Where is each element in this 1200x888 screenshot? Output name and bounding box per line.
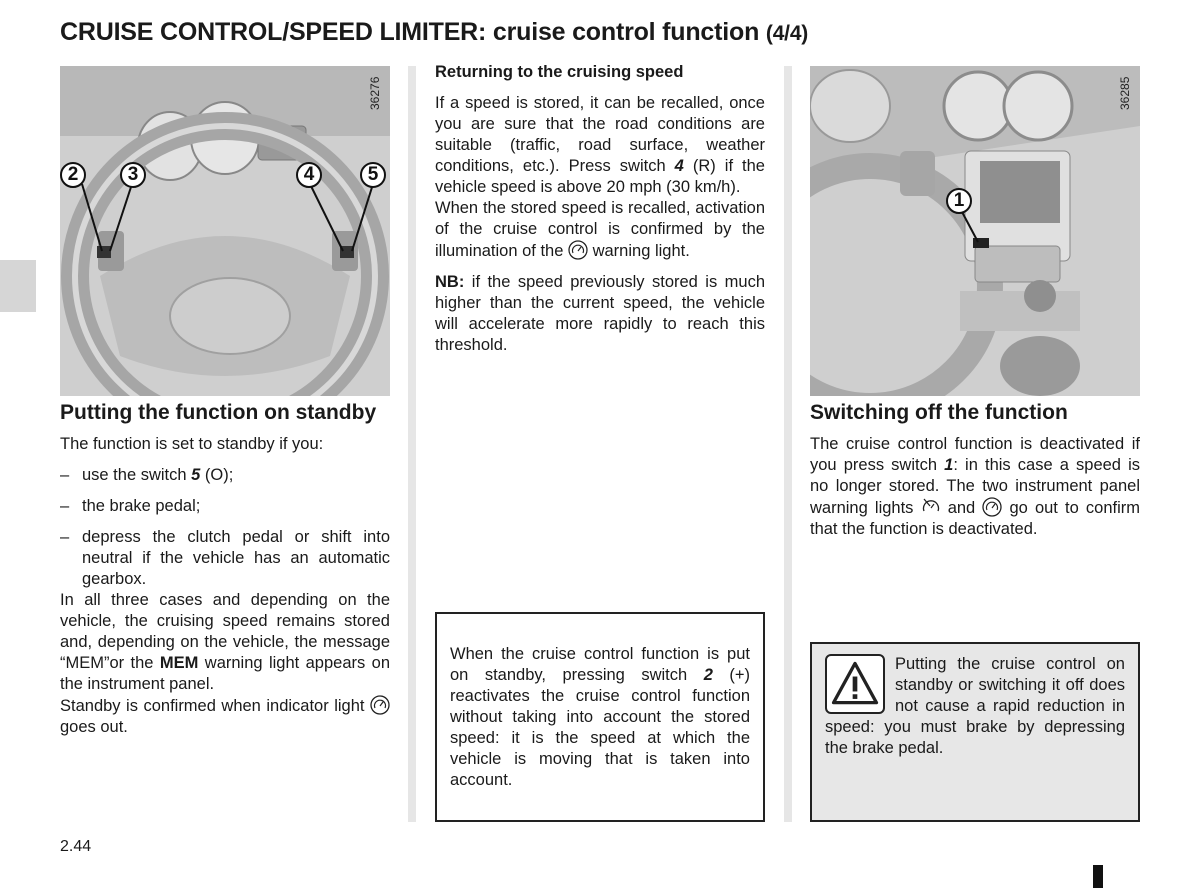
section-heading-returning: Returning to the cruising speed [435,63,684,81]
dashboard-console-illustration [810,66,1140,396]
callout-1: 1 [946,188,972,214]
standby-confirm-paragraph: Standby is confirmed when indicator light goes out. [60,695,390,738]
recall-paragraph: When the stored speed is recalled, activation of the cruise control is confirmed by the illumination of the warning light. [435,199,765,260]
edge-mark [1093,865,1103,888]
page-title [60,18,808,47]
standby-intro: The function is set to standby if you: [60,435,324,453]
returning-paragraph: If a speed is stored, it can be recalled, once you are sure that the road conditions are suitable (traffic, road surface, weather conditions, etc.). Press switch 4 (R) if the vehicle speed is above 20 mph (30 km/h). [435,94,765,196]
page-number: 2.44 [60,838,92,855]
cruise-control-lamp-icon [370,695,390,715]
list-item: – the brake pedal; [60,496,390,517]
section-heading-standby: Putting the function on standby [60,401,377,424]
column-returning [435,62,765,356]
column-divider [408,66,416,822]
figure-ref: 36285 [1118,76,1132,110]
chapter-tab [0,260,36,312]
title-main: CRUISE CONTROL/SPEED LIMITER: cruise control function [60,18,760,46]
standby-list [60,465,390,590]
column-divider [784,66,792,822]
cruise-control-lamp-icon [568,240,588,260]
switching-off-paragraph: The cruise control function is deactivated if you press switch 1: in this case a speed is no longer stored. The two instrument panel warning lights and go out to confirm that the function is deactivated. [810,435,1141,538]
callout-2: 2 [60,162,86,188]
nb-paragraph: NB: if the speed previously stored is much higher than the current speed, the vehicle will accelerate more rapidly to reach this threshold. [435,273,765,354]
cruise-control-lamp-icon [982,497,1002,517]
warning-triangle-icon [825,654,885,714]
title-suffix: (4/4) [765,22,809,45]
callout-4: 4 [296,162,322,188]
callout-5: 5 [360,162,386,188]
section-heading-switching-off: Switching off the function [810,401,1068,424]
list-item: – use the switch 5 (O); [60,465,390,486]
figure-ref: 36276 [368,76,382,110]
warning-box [810,642,1140,822]
cruise-control-crossed-lamp-icon [921,497,941,517]
list-item: – depress the clutch pedal or shift into neutral if the vehicle has an automatic gearbox. [60,527,390,590]
column-standby [60,400,390,738]
standby-paragraph: In all three cases and depending on the vehicle, the cruising speed remains stored and, depending on the vehicle, the message “MEM”or the MEM warning light appears on the instrument panel. [60,591,390,693]
note-box: When the cruise control function is put on standby, pressing switch 2 (+) reactivates the cruise control function without taking into account the stored speed: it is the speed at which the vehicle is moving that is taken into account. [435,612,765,822]
warning-text: Putting the cruise control on standby or switching it off does not cause a rapid reduction in speed: you must brake by depressing the brake pedal. [825,655,1125,757]
steering-wheel-illustration [60,66,390,396]
callout-3: 3 [120,162,146,188]
column-switching-off [810,400,1140,540]
